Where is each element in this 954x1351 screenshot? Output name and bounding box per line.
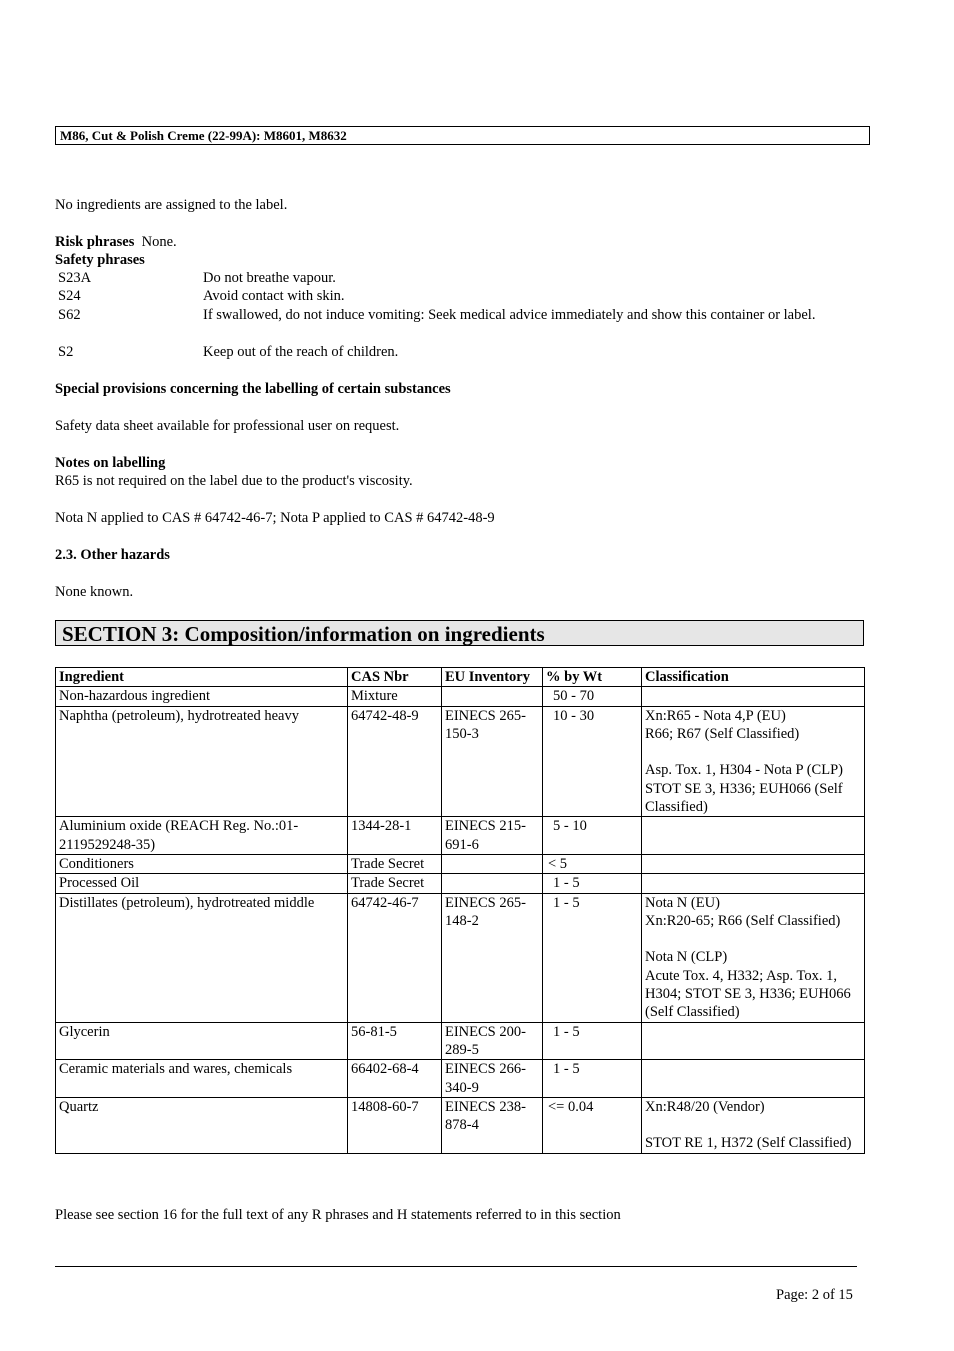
ingredient-cell: Aluminium oxide (REACH Reg. No.:01-2119529248-35) — [56, 817, 348, 855]
ingredient-cell: Glycerin — [56, 1022, 348, 1060]
classification-cell — [642, 854, 865, 873]
safety-phrase-text: Avoid contact with skin. — [203, 288, 345, 304]
eu-inventory-cell: EINECS 238-878-4 — [442, 1097, 543, 1153]
eu-inventory-cell — [442, 687, 543, 706]
notes-on-labelling-text: R65 is not required on the label due to the product's viscosity. — [55, 473, 413, 489]
percent-cell: 1 - 5 — [543, 893, 642, 1022]
ingredient-cell: Naphtha (petroleum), hydrotreated heavy — [56, 706, 348, 817]
cas-cell: 14808-60-7 — [348, 1097, 442, 1153]
cas-cell: Mixture — [348, 687, 442, 706]
notes-on-labelling-heading: Notes on labelling — [55, 455, 166, 471]
nota-text: Nota N applied to CAS # 64742-46-7; Nota P applied to CAS # 64742-48-9 — [55, 510, 495, 526]
no-ingredients-text: No ingredients are assigned to the label. — [55, 197, 288, 213]
eu-inventory-cell — [442, 854, 543, 873]
safety-phrases-label: Safety phrases — [55, 252, 145, 268]
footer-divider — [55, 1266, 857, 1267]
eu-inventory-cell: EINECS 200-289-5 — [442, 1022, 543, 1060]
classification-cell — [642, 817, 865, 855]
safety-phrase-text: Do not breathe vapour. — [203, 270, 336, 286]
percent-cell: < 5 — [543, 854, 642, 873]
cas-cell: 1344-28-1 — [348, 817, 442, 855]
risk-phrases-value: None. — [141, 234, 177, 250]
eu-inventory-cell: EINECS 215-691-6 — [442, 817, 543, 855]
table-row — [56, 854, 865, 873]
percent-cell: <= 0.04 — [543, 1097, 642, 1153]
column-header-classification: Classification — [642, 668, 865, 687]
classification-cell — [642, 874, 865, 893]
table-row — [56, 1097, 865, 1153]
classification-line: Asp. Tox. 1, H304 - Nota P (CLP) — [645, 762, 843, 779]
eu-inventory-cell: EINECS 265-150-3 — [442, 706, 543, 817]
classification-cell — [642, 706, 865, 817]
safety-phrase-code: S2 — [58, 344, 74, 360]
safety-phrase-code: S23A — [58, 270, 92, 286]
classification-line: Nota N (EU) — [645, 894, 720, 911]
risk-phrases-label: Risk phrases — [55, 234, 135, 250]
percent-cell: 1 - 5 — [543, 874, 642, 893]
classification-cell — [642, 1022, 865, 1060]
cas-cell: Trade Secret — [348, 874, 442, 893]
percent-cell: 5 - 10 — [543, 817, 642, 855]
classification-line: Xn:R65 - Nota 4,P (EU) — [645, 707, 786, 724]
table-row — [56, 687, 865, 706]
cas-cell: 56-81-5 — [348, 1022, 442, 1060]
classification-cell — [642, 687, 865, 706]
column-header-eu-inventory: EU Inventory — [442, 668, 543, 687]
cas-cell: 66402-68-4 — [348, 1060, 442, 1098]
classification-line: Xn:R20-65; R66 (Self Classified) — [645, 912, 841, 929]
percent-cell: 1 - 5 — [543, 1022, 642, 1060]
percent-cell: 1 - 5 — [543, 1060, 642, 1098]
percent-cell: 10 - 30 — [543, 706, 642, 817]
section-3-footnote: Please see section 16 for the full text of any R phrases and H statements referred to in this section — [55, 1207, 621, 1223]
column-header-percent: % by Wt — [543, 668, 642, 687]
classification-line: STOT RE 1, H372 (Self Classified) — [645, 1135, 852, 1152]
special-provisions-text: Safety data sheet available for professional user on request. — [55, 418, 400, 434]
table-row — [56, 874, 865, 893]
special-provisions-heading: Special provisions concerning the labelling of certain substances — [55, 381, 451, 397]
safety-phrase-text: Keep out of the reach of children. — [203, 344, 399, 360]
table-row — [56, 817, 865, 855]
table-row — [56, 1060, 865, 1098]
percent-cell: 50 - 70 — [543, 687, 642, 706]
ingredient-cell: Processed Oil — [56, 874, 348, 893]
classification-cell — [642, 893, 865, 1022]
classification-line: Xn:R48/20 (Vendor) — [645, 1098, 765, 1115]
document-header-title: M86, Cut & Polish Creme (22-99A): M8601, M8632 — [55, 126, 870, 145]
classification-line: STOT SE 3, H336; EUH066 (Self Classified) — [645, 780, 843, 816]
ingredient-cell: Conditioners — [56, 854, 348, 873]
other-hazards-heading: 2.3. Other hazards — [55, 547, 170, 563]
eu-inventory-cell — [442, 874, 543, 893]
safety-phrase-text: If swallowed, do not induce vomiting: Seek medical advice immediately and show this container or label. — [203, 307, 816, 323]
ingredients-table — [55, 667, 865, 1154]
ingredient-cell: Distillates (petroleum), hydrotreated middle — [56, 893, 348, 1022]
eu-inventory-cell: EINECS 265-148-2 — [442, 893, 543, 1022]
risk-phrases-line — [55, 233, 177, 251]
classification-cell — [642, 1097, 865, 1153]
table-row — [56, 893, 865, 1022]
classification-line: Nota N (CLP) — [645, 949, 728, 966]
cas-cell: 64742-46-7 — [348, 893, 442, 1022]
cas-cell: 64742-48-9 — [348, 706, 442, 817]
ingredient-cell: Quartz — [56, 1097, 348, 1153]
safety-phrase-code: S62 — [58, 307, 81, 323]
eu-inventory-cell: EINECS 266-340-9 — [442, 1060, 543, 1098]
ingredient-cell: Non-hazardous ingredient — [56, 687, 348, 706]
column-header-ingredient: Ingredient — [56, 668, 348, 687]
cas-cell: Trade Secret — [348, 854, 442, 873]
table-header-row — [56, 668, 865, 687]
classification-cell — [642, 1060, 865, 1098]
classification-line: Acute Tox. 4, H332; Asp. Tox. 1, H304; STOT SE 3, H336; EUH066 (Self Classified) — [645, 967, 851, 1021]
table-row — [56, 1022, 865, 1060]
ingredient-cell: Ceramic materials and wares, chemicals — [56, 1060, 348, 1098]
column-header-cas: CAS Nbr — [348, 668, 442, 687]
page-number: Page: 2 of 15 — [776, 1287, 853, 1303]
safety-phrase-code: S24 — [58, 288, 81, 304]
table-row — [56, 706, 865, 817]
classification-line: R66; R67 (Self Classified) — [645, 725, 800, 742]
section-3-title: SECTION 3: Composition/information on ingredients — [55, 620, 864, 646]
other-hazards-text: None known. — [55, 584, 134, 600]
